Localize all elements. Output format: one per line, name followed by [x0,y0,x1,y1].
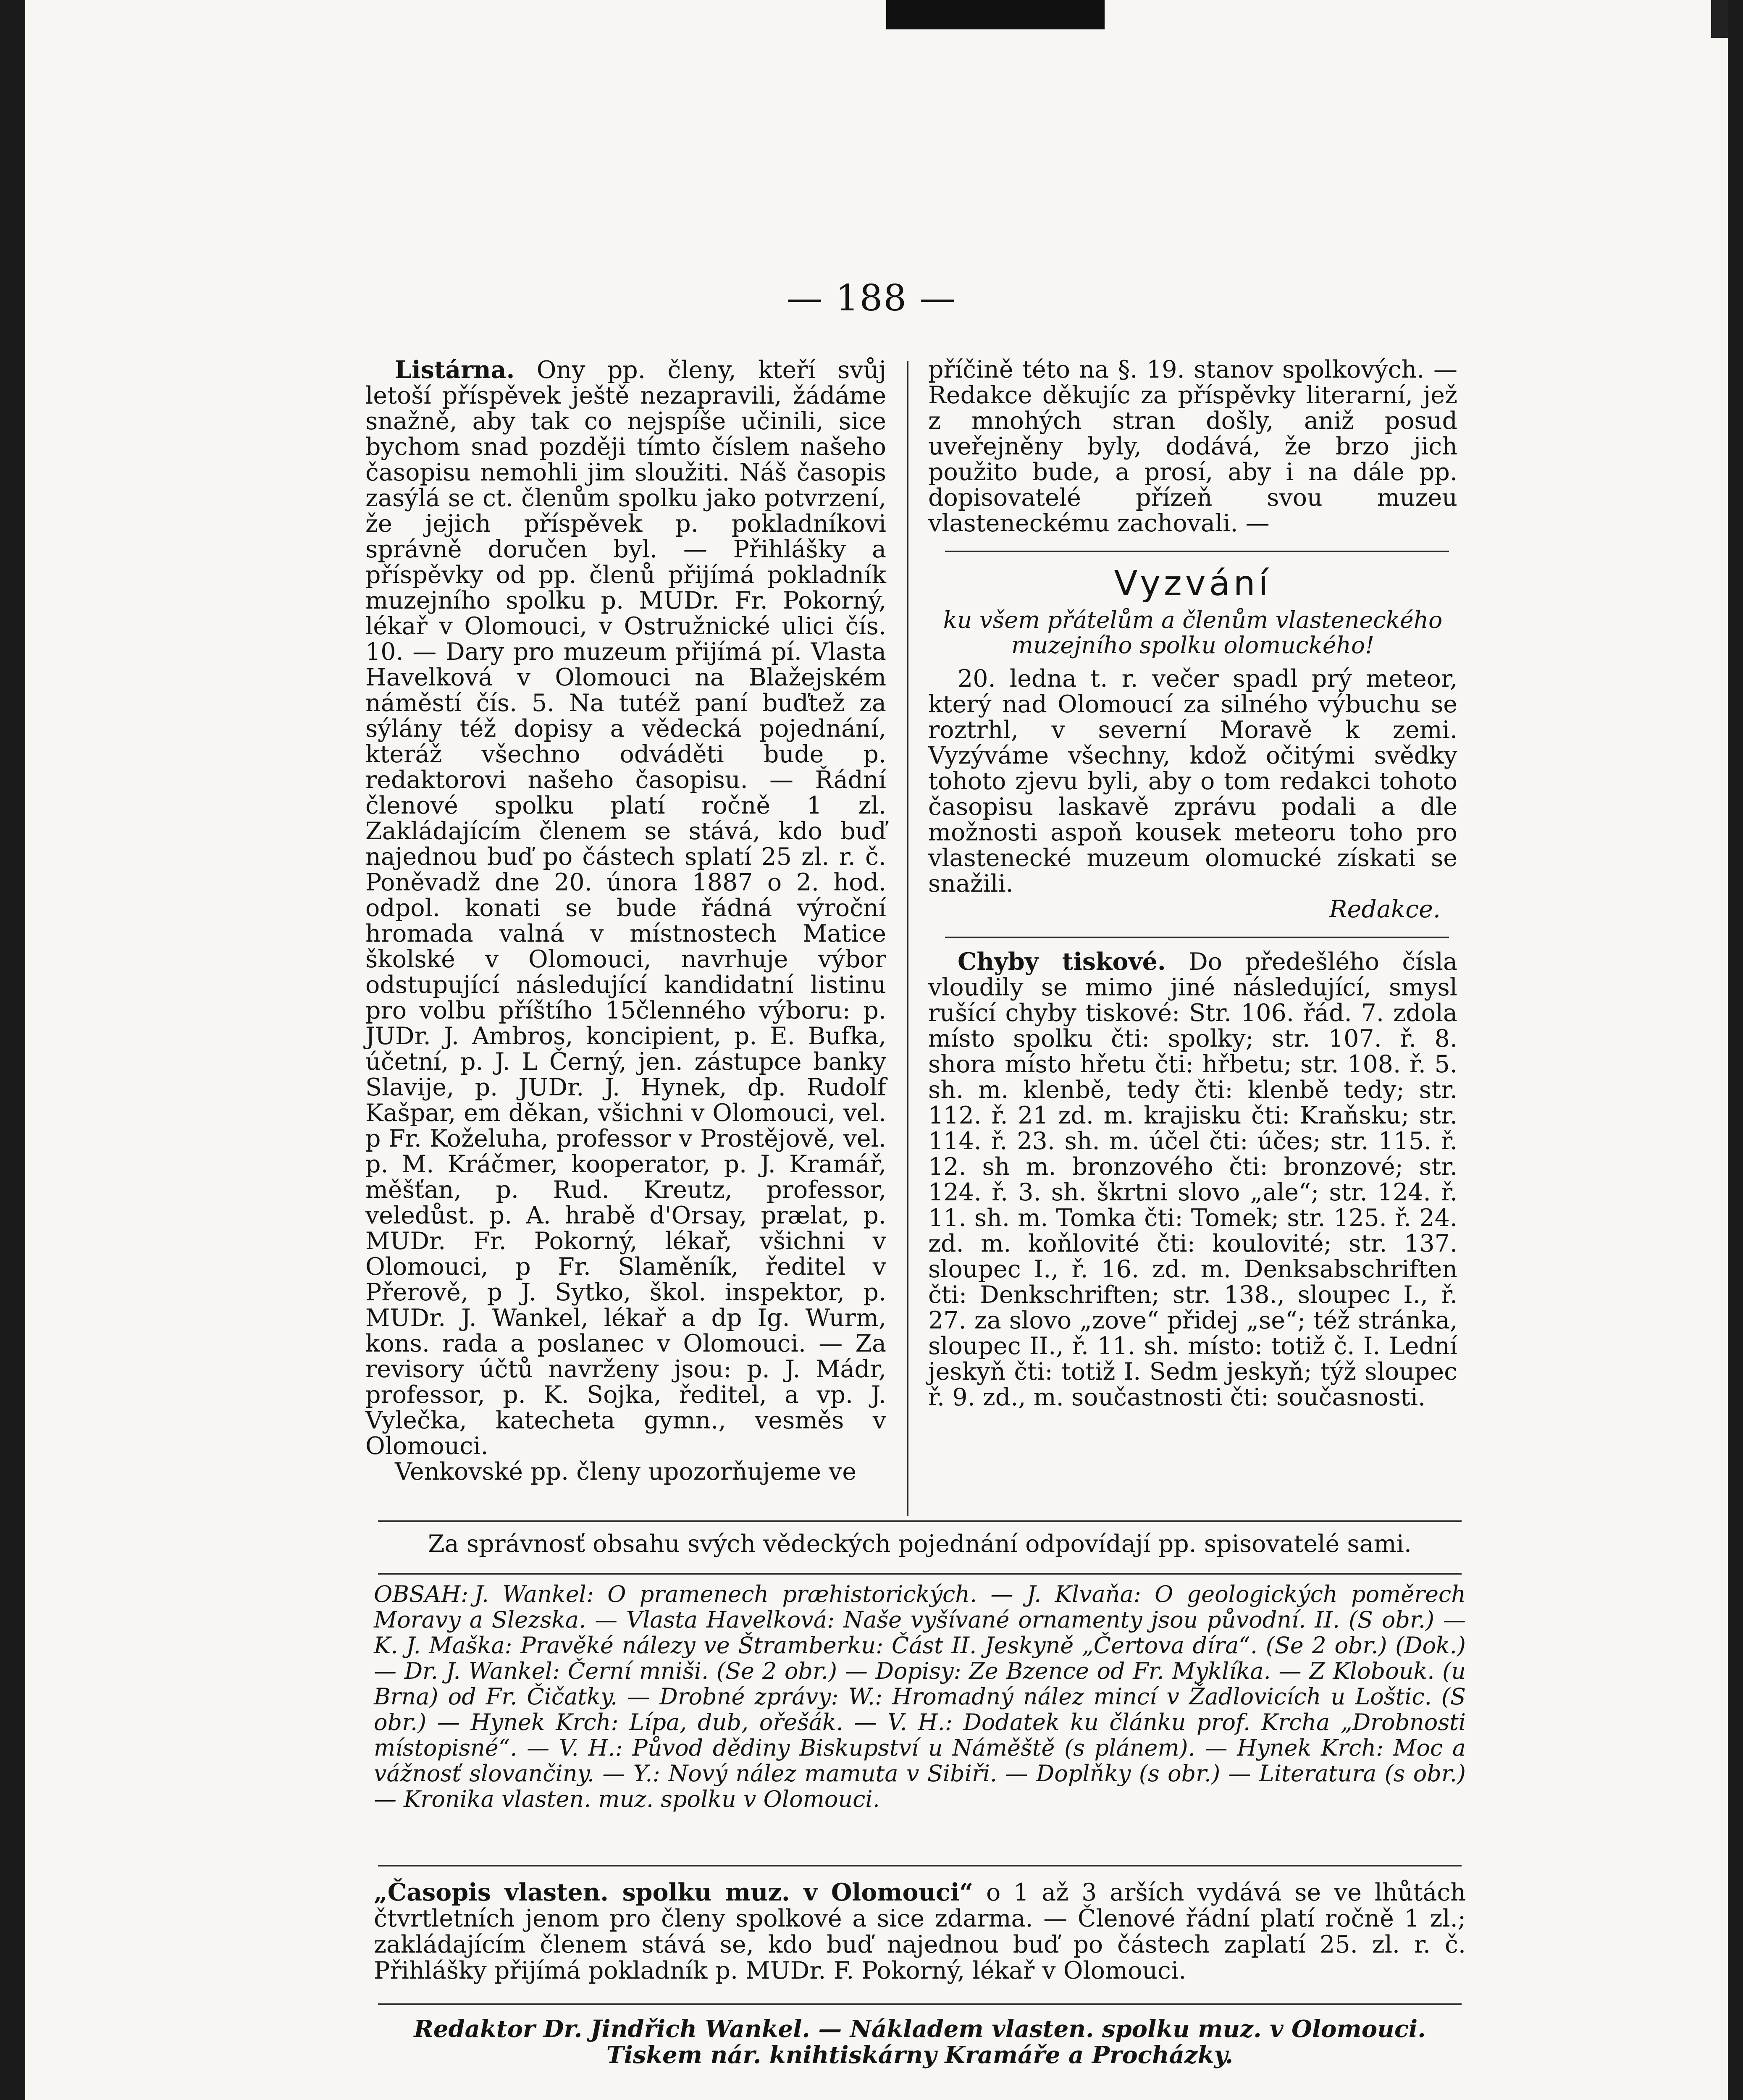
contents-block [374,1581,1466,1812]
disclaimer: Za správnosť obsahu svých vědeckých pojednání odpovídají pp. spisovatelé sami. [428,1530,1412,1558]
section-rule-2 [945,937,1449,938]
right-column [928,357,1457,1410]
footer-line-1: Redaktor Dr. Jindřich Wankel. — Nákladem vlasten. spolku muz. v Olomouci. [414,2015,1426,2043]
notice-block [374,1880,1466,1984]
footer-block [374,2016,1466,2068]
errata-text: Do předešlého čísla vloudily se mimo jiné následující, smysl rušící chyby tiskové: Str. 106. řád. 7. zdola místo spolku čti: spolky; str. 107. ř. 8. shora místo hřetu čti: hřbetu; str. 108. ř. 5. sh. m. klenbě, tedy čti: klenbě tedy; str. 112. ř. 21 zd. m. krajisku čti: Kraňsku; str. 114. ř. 23. sh. m. účel čti: účes; str. 115. ř. 12. sh m. bronzového čti: bronzové; str. 124. ř. 3. sh. škrtni slovo „ale“; str. 124. ř. 11. sh. m. Tomka čti: Tomek; str. 125. ř. 24. zd. m. koňlovité čti: koulovité; str. 137. sloupec I., ř. 16. zd. m. Denksabschriften čti: Denkschriften; str. 138., sloupec I., ř. 27. za slovo „zove“ přidej „se“; též stránka, sloupec II., ř. 11. sh. místo: totiž č. I. Lední jeskyň čti: totiž I. Sedm jeskyň; týž sloupec ř. 9. zd., m. součastnosti čti: současnosti. [928,948,1457,1411]
footer-line-2: Tiskem nár. knihtiskárny Kramáře a Procházky. [606,2041,1234,2069]
rule-contents-top [378,1573,1462,1575]
appeal-subheading: ku všem přátelům a členům vlasteneckého muzejního spolku olomuckého! [943,606,1443,659]
page-number: — 188 — [786,277,957,319]
listarna-continuation: Venkovské pp. členy upozorňujeme ve [395,1458,856,1486]
rule-notice-top [378,1865,1462,1866]
appeal-heading: Vyzvání [1114,564,1272,604]
rule-footer-top [378,2003,1462,2005]
contents-text: J. Wankel: O pramenech præhistorických. — J. Klvaňa: O geologických poměrech Moravy a Slezska. — Vlasta Havelková: Naše vyšívané ornamenty jsou původní. II. (S obr.) — K. J. Maška: Pravěké nálezy ve Štramberku: Část II. Jeskyně „Čertova díra“. (Se 2 obr.) (Dok.) — Dr. J. Wankel: Černí mniši. (Se 2 obr.) — Dopisy: Ze Bzence od Fr. Myklíka. — Z Klobouk. (u Brna) od Fr. Čičatky. — Drobné zprávy: W.: Hromadný nález mincí v Žadlovicích u Loštic. (S obr.) — Hynek Krch: Lípa, dub, ořešák. — V. H.: Dodatek ku článku prof. Krcha „Drobnosti místopisné“. — V. H.: Původ dědiny Biskupství u Náměště (s plánem). — Hynek Krch: Moc a vážnosť slovančiny. — Y.: Nový nález mamuta v Sibiři. — Doplňky (s obr.) — Literatura (s obr.) — Kronika vlasten. muz. spolku v Olomouci. [374,1581,1466,1812]
scan-edge-corner [1711,0,1728,38]
appeal-signature: Redakce. [1329,895,1441,923]
listarna-title: Listárna. [395,356,515,384]
column-divider [907,361,908,1516]
listarna-paragraph [365,357,886,1459]
listarna-text: Ony pp. členy, kteří svůj letoší příspěvek ještě nezapravili, žádáme snažně, aby tak co nejspíše učinili, sice bychom snad později tímto číslem našeho časopisu nemohli jim sloužiti. Náš časopis zasýlá se ct. členům spolku jako potvrzení, že jejich příspěvek p. pokladníkovi správně doručen byl. — Přihlášky a příspěvky od pp. členů přijímá pokladník muzejního spolku p. MUDr. Fr. Pokorný, lékař v Olomouci, v Ostružnické ulici čís. 10. — Dary pro muzeum přijímá pí. Vlasta Havelková v Olomouci na Blažejském náměstí čís. 5. Na tutéž paní buďtež za sýlány též dopisy a vědecká pojednání, kteráž všechno odváděti bude p. redaktorovi našeho časopisu. — Řádní členové spolku platí ročně 1 zl. Zakládajícím členem se stává, kdo buď najednou buď po částech splatí 25 zl. r. č. Poněvadž dne 20. února 1887 o 2. hod. odpol. konati se bude řádná výroční hromada valná v místnostech Matice školské v Olomouci, navrhuje výbor odstupující následující kandidatní listinu pro volbu příštího 15členného výboru: p. JUDr. J. Ambros, koncipient, p. E. Bufka, účetní, p. J. L Černý, jen. zástupce banky Slavije, p. JUDr. J. Hynek, dp. Rudolf Kašpar, em děkan, všichni v Olomouci, vel. p Fr. Koželuha, professor v Prostějově, vel. p. M. Kráčmer, kooperator, p. J. Kramář, měšťan, p. Rud. Kreutz, professor, veledůst. p. A. hrabě d'Orsay, prælat, p. MUDr. Fr. Pokorný, lékař, všichni v Olomouci, p Fr. Slaměník, ředitel v Přerově, p J. Sytko, škol. inspektor, p. MUDr. J. Wankel, lékař a dp Ig. Wurm, kons. rada a poslanec v Olomouci. — Za revisory účtů navrženy jsou: p. J. Mádr, professor, p. K. Sojka, ředitel, a vp. J. Vylečka, katecheta gymn., vesměs v Olomouci. [365,356,886,1460]
appeal-text: 20. ledna t. r. večer spadl prý meteor, který nad Olomoucí za silného výbuchu se roztrhl, v severní Moravě k zemi. Vyzýváme všechny, kdož očitými svědky tohoto zjevu byli, aby o tom redakci tohoto časopisu laskavě zprávu podali a dle možnosti aspoň kousek meteoru toho pro vlastenecké muzeum olomucké získati se snažili. [928,665,1457,898]
notice-title: „Časopis vlasten. spolku muz. v Olomouci“ [374,1878,974,1906]
errata-paragraph [928,949,1457,1410]
notice-text: o 1 až 3 arších vydává se ve lhůtách čtvrtletních jenom pro členy spolkové a sice zdarma. — Členové řádní platí ročně 1 zl.; zakládajícím členem stává se, kdo buď najednou buď po částech zaplatí 25. zl. r. č. Přihlášky přijímá pokladník p. MUDr. F. Pokorný, lékař v Olomouci. [374,1879,1466,1984]
rule-disclaimer-top [378,1520,1462,1522]
scan-edge-top [886,0,1105,29]
left-column [365,357,886,1485]
listarna-right-continuation: příčině této na §. 19. stanov spolkových. — Redakce děkujíc za příspěvky literarní, jež z mnohých stran došly, aniž posud uveřejněny byly, dodává, že brzo jich použito bude, a prosí, aby i na dále pp. dopisovatelé přízeň svou muzeu vlasteneckému zachovali. — [928,356,1457,537]
contents-label: OBSAH: [374,1581,469,1607]
errata-title: Chyby tiskové. [958,948,1166,976]
section-rule [945,551,1449,552]
